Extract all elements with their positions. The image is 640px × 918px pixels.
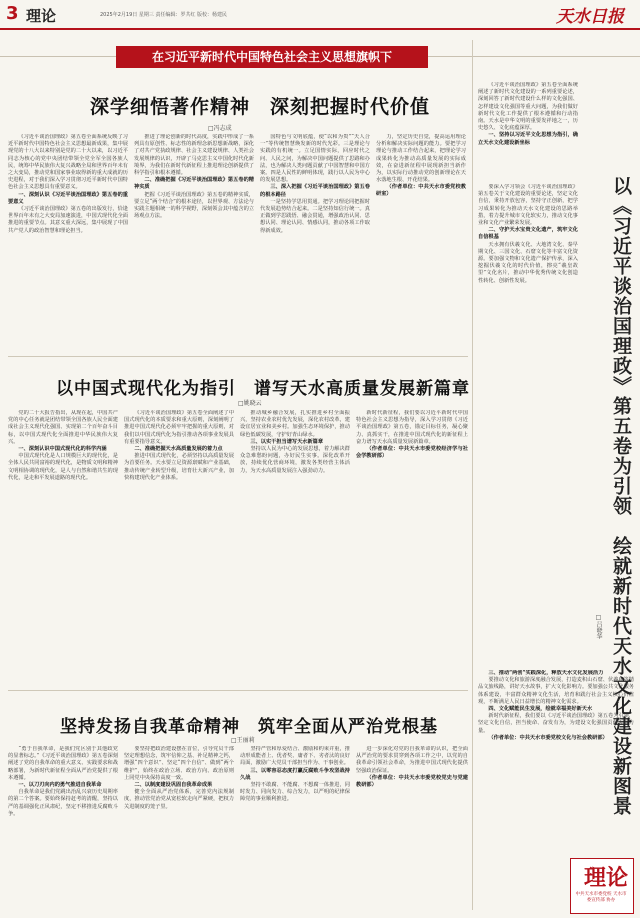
newspaper-logo: 天水日报: [556, 7, 624, 27]
article2-author: □姚晓云: [238, 400, 262, 407]
article2-column-4: [356, 410, 468, 670]
paragraph: 《习近平谈治国理政》第五卷全面系统阐述了新时代文化建设的一系列重要论述，深刻回答了新时代建设什么样的文化强国、怎样建设文化强国等重大问题，为我们做好新时代文化工作提供了根本遵循和行动指南。天水是中华文明的重要发祥地之一，历史悠久、文化底蕴深厚。: [478, 82, 578, 132]
divider: [8, 356, 468, 357]
paragraph: 要深入学习领会《习近平谈治国理政》第五卷关于文化建设的重要论述，坚定文化自信，秉持开放包容，坚持守正创新，把学习成果转化为推动天水文化建设的思路举措，着力提升城市文化软实力，推动文化事业和文化产业繁荣发展。: [478, 184, 578, 227]
paragraph: 推进中国式现代化，必须坚持以高质量发展为首要任务。天水要立足资源禀赋和产业基础，推动传统产业转型升级，培育壮大新兴产业，加快构建现代化产业体系。: [124, 453, 234, 481]
page-number: 3: [6, 3, 19, 24]
subheading: 三、以实干担当谱写天水新篇章: [250, 438, 324, 445]
subheading: 一、深刻认识《习近平谈治国理政》第五卷的重要意义: [8, 191, 128, 205]
paragraph: 中国式现代化是人口规模巨大的现代化，是全体人民共同富裕的现代化，是物质文明和精神文明相协调的现代化，是人与自然和谐共生的现代化，是走和平发展道路的现代化。: [8, 453, 118, 481]
subheading: 四、文化赋能民生发展，绘就幸福美好新天水: [488, 706, 593, 713]
masthead: [0, 0, 640, 30]
paragraph: 新时代新征程，我们要以习近平新时代中国特色社会主义思想为指导，深入学习贯彻《习近平谈治国理政》第五卷，锚定目标任务，凝心聚力、真抓实干，在推进中国式现代化的新征程上奋力谱写天水高质量发展新篇章。: [356, 410, 468, 445]
article3-column-1: [8, 746, 118, 912]
column-separator: [472, 40, 473, 910]
divider: [8, 690, 468, 691]
header-meta: 2025年2月19日 星期三 责任编辑：罗共红 版校：杨建民: [100, 12, 228, 18]
article4-intro: [478, 82, 578, 180]
paragraph: 《习近平谈治国理政》第五卷全面阐述了中国式现代化的本质要求和重大原则，深刻阐明了推进中国式现代化必须牢牢把握的重大原则，对我们以中国式现代化为指引推动各项事业发展具有重要指导意义。: [124, 410, 234, 445]
subheading: 一、以刀刃向内的勇气推进自我革命: [18, 782, 102, 789]
article1-column-4: [376, 134, 466, 350]
subheading: 一、坚持以习近平文化思想为指引，确立天水文化建设新坐标: [478, 132, 578, 146]
section-banner: 在习近平新时代中国特色社会主义思想旗帜下: [116, 46, 428, 68]
paragraph: “勇于自我革命，是我们党区别于其他政党的显著标志。”《习近平谈治国理政》第五卷深刻阐述了党的自我革命的重大意义、实践要求和战略部署，为新时代新征程全面从严治党提供了根本遵循。: [8, 746, 118, 781]
section-title: 理论: [26, 7, 57, 25]
article1-column-2: [134, 134, 254, 350]
subheading: 二、准确把握《习近平谈治国理政》第五卷的精神实质: [134, 177, 254, 191]
paragraph: 推动城乡融合发展，扎实推进乡村全面振兴，坚持农业农村优先发展，深化农村改革，建设宜居宜业和美乡村。加强生态环境保护，推动绿色低碳发展，守护好青山绿水。: [240, 410, 350, 438]
paragraph: 自我革命是我们党跳出治乱兴衰历史周期率的第二个答案。要始终保持赶考的清醒，坚持以严的基调强化正风肃纪，坚定不移推进反腐败斗争。: [8, 789, 118, 817]
article3-column-3: [240, 746, 350, 912]
article4-author: □吕晓华: [595, 614, 602, 639]
paragraph: 坚持以人民为中心的发展思想，着力解决群众急难愁盼问题，办好民生实事。深化改革开放，持续优化营商环境，激发各类经营主体活力，为天水高质量发展注入强劲动力。: [240, 446, 350, 474]
paragraph: 力，坚定历史自觉，提高运用理论分析和解决实际问题的能力。要把学习理论与推动工作结合起来，把理论学习成果转化为推动高质量发展的实际成效，在奋进新征程中展现新担当新作为，以实际行动推动党的创新理论在天水落地生根、开花结果。: [376, 134, 466, 184]
author-note: （作者单位：中共天水市委党校文化与社会教研部）: [488, 734, 608, 741]
paragraph: 坚持严管和厚爱结合、激励和约束并重，推动形成能者上、优者奖、庸者下、劣者汰的良好局面，激励广大党员干部担当作为、干事创业。: [240, 746, 350, 767]
paragraph: 坚持不敢腐、不能腐、不想腐一体推进，同时发力、同向发力、综合发力，以严明的纪律保障党的事业顺利推进。: [240, 782, 350, 803]
paragraph: 一是坚持学思用贯通。把学习理论同把握时代发展趋势结合起来。二是坚持知信行统一。真正做到学思践悟、融会贯通，增强政治认同、思想认同、理论认同、情感认同，推动各项工作取得新成效。: [260, 198, 370, 234]
subheading: 三、推动“两创”实践深化，释放天水文化发展活力: [488, 670, 604, 676]
stamp-text: 中共天水市委党校 天水市委宣传部 协办: [575, 892, 627, 903]
author-note: （作者单位：中共天水市委党校教研室）: [376, 184, 466, 198]
author-note: （作者单位：中共天水市委党校经济学与社会学教研部）: [356, 446, 468, 460]
article1-column-1: [8, 134, 128, 350]
subheading: 二、守护天水宝贵文化遗产，筑牢文化自信根基: [478, 227, 578, 241]
subheading: 二、以制度建设巩固自我革命成果: [134, 782, 213, 789]
article4-column-2: [478, 670, 634, 850]
paragraph: 党的二十大报告指出，从现在起，中国共产党的中心任务就是团结带领全国各族人民全面建成社会主义现代化强国、实现第二个百年奋斗目标，以中国式现代化全面推进中华民族伟大复兴。: [8, 410, 118, 445]
article1-title: 深学细悟著作精神 深刻把握时代价值: [90, 96, 431, 118]
paragraph: 新时代新征程，我们要以《习近平谈治国理政》第五卷为引领，坚定文化自信，担当使命、奋发有为，为建设文化强国贡献天水力量。: [478, 713, 634, 734]
article2-title: 以中国式现代化为指引 谱写天水高质量发展新篇章: [56, 379, 470, 399]
article2-column-3: [240, 410, 350, 670]
paragraph: 《习近平谈治国理政》第五卷的出版发行，恰逢世界百年未有之大变局加速演进，中国式现代化全面推进的重要节点。其意义重大深远，集中展现了中国共产党人的政治智慧和理论担当。: [8, 206, 128, 234]
subheading: 一、深刻认识中国式现代化的科学内涵: [18, 446, 107, 453]
article1-column-3: [260, 134, 370, 350]
paragraph: 把握《习近平谈治国理政》第五卷的精神实质，要立足“两个结合”的根本途径，以世界观、方法论与实践主题相统一的科学视野，深刻领会其中蕴含的立场观点方法。: [134, 191, 254, 220]
article4-column-1: [478, 184, 578, 664]
stamp-title: 理论: [584, 865, 629, 891]
paragraph: 《习近平谈治国理政》第五卷全面系统反映了习近平新时代中国特色社会主义思想最新成果，集中展现党的十八大以来特别是党的二十大以来，以习近平同志为核心的党中央团结带领全党全军全国各族人民，统筹中华民族伟大复兴战略全局和世界百年未有之大变局，推动党和国家事业取得新的重大成就的历史进程，对于我们深入学习贯彻习近平新时代中国特色社会主义思想具有重要意义。: [8, 134, 128, 191]
subheading: 三、深入把握《习近平谈治国理政》第五卷的根本路径: [260, 184, 370, 198]
article1-author: □冯志成: [208, 125, 232, 132]
article3-column-2: [124, 746, 234, 912]
paragraph: 健全全面从严治党体系，完善党内法规制度，推动管党治党从宽松软走向严紧硬，把权力关进制度的笼子里。: [124, 789, 234, 810]
paragraph: 推进了理论创新的时代高度，实践中形成了一系列具有原创性、标志性的新理念新思想新战略，深化了对共产党执政规律、社会主义建设规律、人类社会发展规律的认识，开辟了马克思主义中国化时代化新境界，为我们在新时代新征程上推进理论创新提供了科学指引和根本遵循。: [134, 134, 254, 177]
paragraph: 天水拥有伏羲文化、大地湾文化、秦早期文化、三国文化、石窟文化等丰富文化资源。要加强文物和文化遗产保护传承，深入挖掘伏羲文化的时代价值，擦亮“羲皇故里”文化名片，推动中华优秀传统文化创造性转化、创新性发展。: [478, 241, 578, 284]
paragraph: 要推动文化和旅游深度融合发展，打造麦积山石窟、伏羲庙等精品文旅线路，讲好天水故事，扩大文化影响力。要加强公共文化服务体系建设，丰富群众精神文化生活，培育和践行社会主义核心价值观，不断满足人民日益增长的精神文化需求。: [478, 677, 634, 705]
paragraph: 进一步深化对党的自我革命的认识，把全面从严治党的要求贯穿到各项工作之中，以党的自我革命引领社会革命，为推进中国式现代化提供坚强政治保证。: [356, 746, 468, 774]
article2-column-2: [124, 410, 234, 670]
author-note: （作者单位：中共天水市委党校党史与党建教研部）: [356, 774, 468, 788]
subheading: 三、以零容忍态度打赢反腐败斗争攻坚战持久战: [240, 767, 350, 781]
article4-title: 以《习近平谈治国理政》第五卷为引领 绘就新时代天水文化建设新图景: [610, 176, 632, 816]
article3-title: 坚持发扬自我革命精神 筑牢全面从严治党根基: [60, 717, 438, 737]
article2-column-1: [8, 410, 118, 670]
paragraph: 要坚持把政治建设摆在首位，引导党员干部坚定理想信念，筑牢信仰之基、补足精神之钙，增强“四个意识”、坚定“四个自信”、做到“两个维护”，始终在政治立场、政治方向、政治原则上同党中央保持高度一致。: [124, 746, 234, 781]
paragraph: 国特色与文明底蕴，使“以和为贵”“天人合一”等传统智慧焕发新的时代光彩。三是理论与实践的有机统一。立足国情实际，回应时代之问、人民之问，为解决中国问题提供了思路和办法，也为解决人类问题贡献了中国智慧和中国方案。四是人民性的鲜明体现，践行以人民为中心的发展思想。: [260, 134, 370, 184]
article3-column-4: [356, 746, 468, 912]
subheading: 二、准确把握天水高质量发展的着力点: [134, 446, 223, 453]
article3-author: □王丽莉: [231, 737, 255, 744]
